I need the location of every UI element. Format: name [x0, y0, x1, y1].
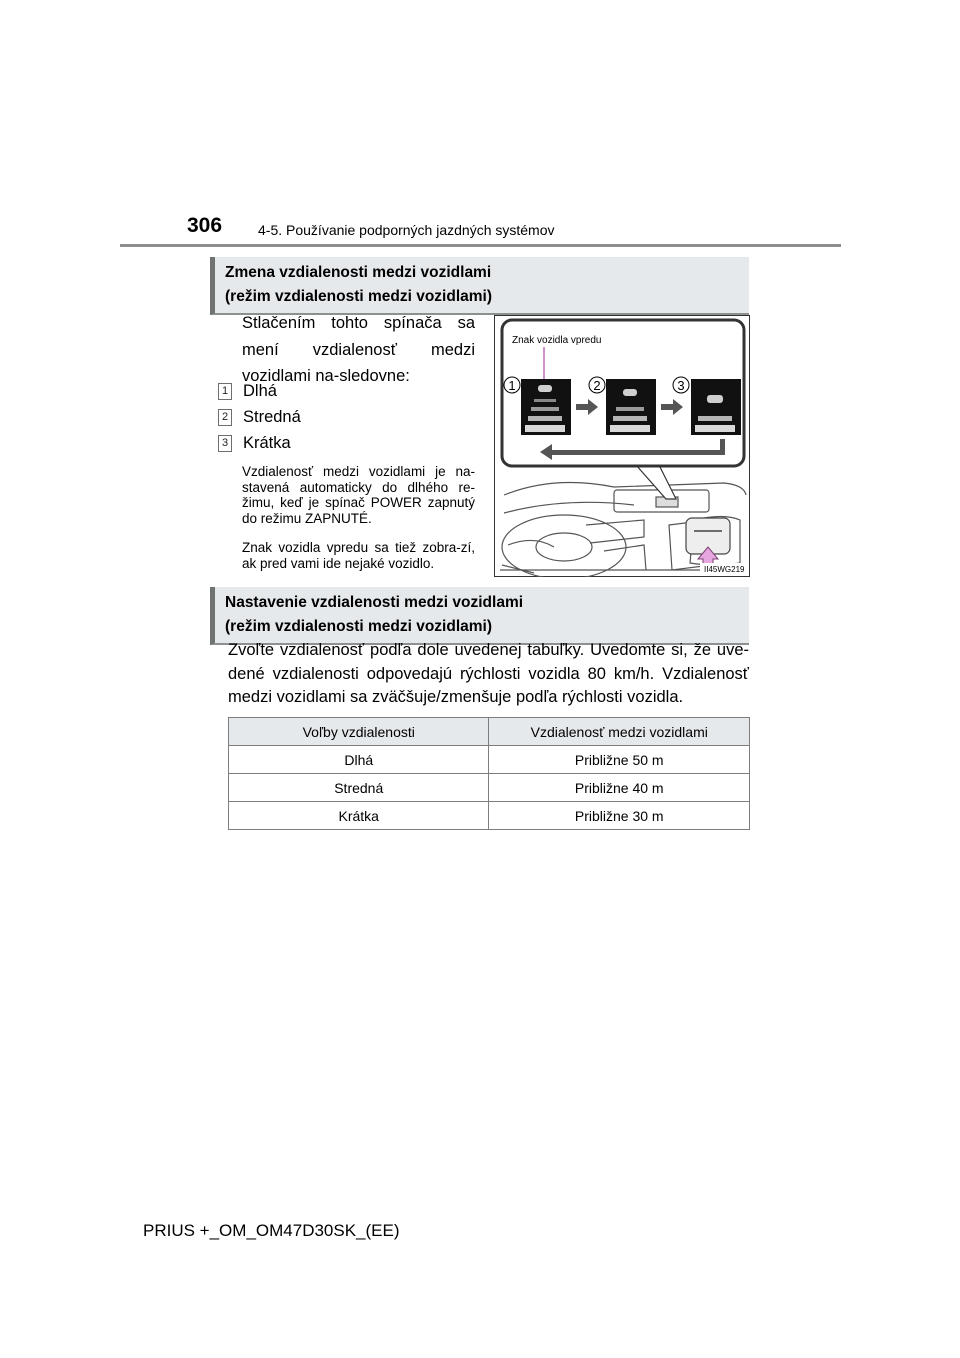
display-panel-long: [521, 379, 571, 435]
table-cell: Dlhá: [229, 746, 489, 774]
list-item: [218, 406, 301, 428]
illustration-svg: [494, 315, 750, 577]
number-marker: 2: [218, 409, 232, 426]
marker-3: 3: [677, 378, 685, 393]
note-text: Vzdialenosť medzi vozidlami je na-stavená automaticky do dlhého re-žimu, keď je spínač POWER zapnutý do režimu ZAPNUTÉ.: [242, 464, 475, 526]
marker-2: 2: [593, 378, 601, 393]
section-heading-line: (režim vzdialenosti medzi vozidlami): [225, 288, 493, 305]
table-header-cell: Vzdialenosť medzi vozidlami: [489, 718, 750, 746]
note-text: Znak vozidla vpredu sa tiež zobra-zí, ak pred vami ide nejaké vozidlo.: [242, 540, 475, 571]
table-cell: Približne 50 m: [489, 746, 750, 774]
section-heading-change-distance: [210, 257, 749, 315]
section-intro-text: Stlačením tohto spínača sa mení vzdialenosť medzi vozidlami na-sledovne:: [242, 314, 475, 385]
chapter-title: 4-5. Používanie podporných jazdných systémov: [258, 222, 555, 238]
list-item: [218, 380, 277, 402]
page-number: 306: [187, 214, 223, 237]
callout-label: Znak vozidla vpredu: [512, 335, 602, 346]
header-divider: [120, 244, 841, 247]
marker-1: 1: [508, 378, 516, 393]
number-marker: 3: [218, 435, 232, 452]
number-marker: 1: [218, 383, 232, 400]
distance-switch-illustration: [494, 315, 750, 577]
section-heading-line: Nastavenie vzdialenosti medzi vozidlami: [225, 594, 524, 611]
list-item-label: Krátka: [243, 434, 291, 452]
table-header-cell: Voľby vzdialenosti: [229, 718, 489, 746]
list-item-label: Dlhá: [243, 382, 277, 400]
list-item: [218, 432, 291, 454]
section-heading-line: Zmena vzdialenosti medzi vozidlami: [225, 264, 492, 281]
table-row: [229, 802, 750, 830]
figure-code: II45WG219: [704, 565, 745, 574]
table-row: [229, 746, 750, 774]
table-header-row: [229, 718, 750, 746]
list-item-label: Stredná: [243, 408, 301, 426]
section-heading-set-distance: [210, 587, 749, 645]
table-cell: Stredná: [229, 774, 489, 802]
table-cell: Krátka: [229, 802, 489, 830]
document-id: PRIUS +_OM_OM47D30SK_(EE): [143, 1221, 400, 1240]
display-panel-short: [691, 379, 741, 435]
section-heading-line: (režim vzdialenosti medzi vozidlami): [225, 618, 493, 635]
distance-table: [228, 717, 750, 830]
table-cell: Približne 30 m: [489, 802, 750, 830]
table-cell: Približne 40 m: [489, 774, 750, 802]
table-row: [229, 774, 750, 802]
section-intro-text: Zvoľte vzdialenosť podľa dole uvedenej tabuľky. Uvedomte si, že uve-dené vzdialenosti odpovedajú rýchlosti vozidla 80 km/h. Vzdialenosť medzi vozidlami sa zväčšuje/zmenšuje podľa rýchlosti vozidla.: [228, 641, 749, 706]
display-panel-medium: [606, 379, 656, 435]
